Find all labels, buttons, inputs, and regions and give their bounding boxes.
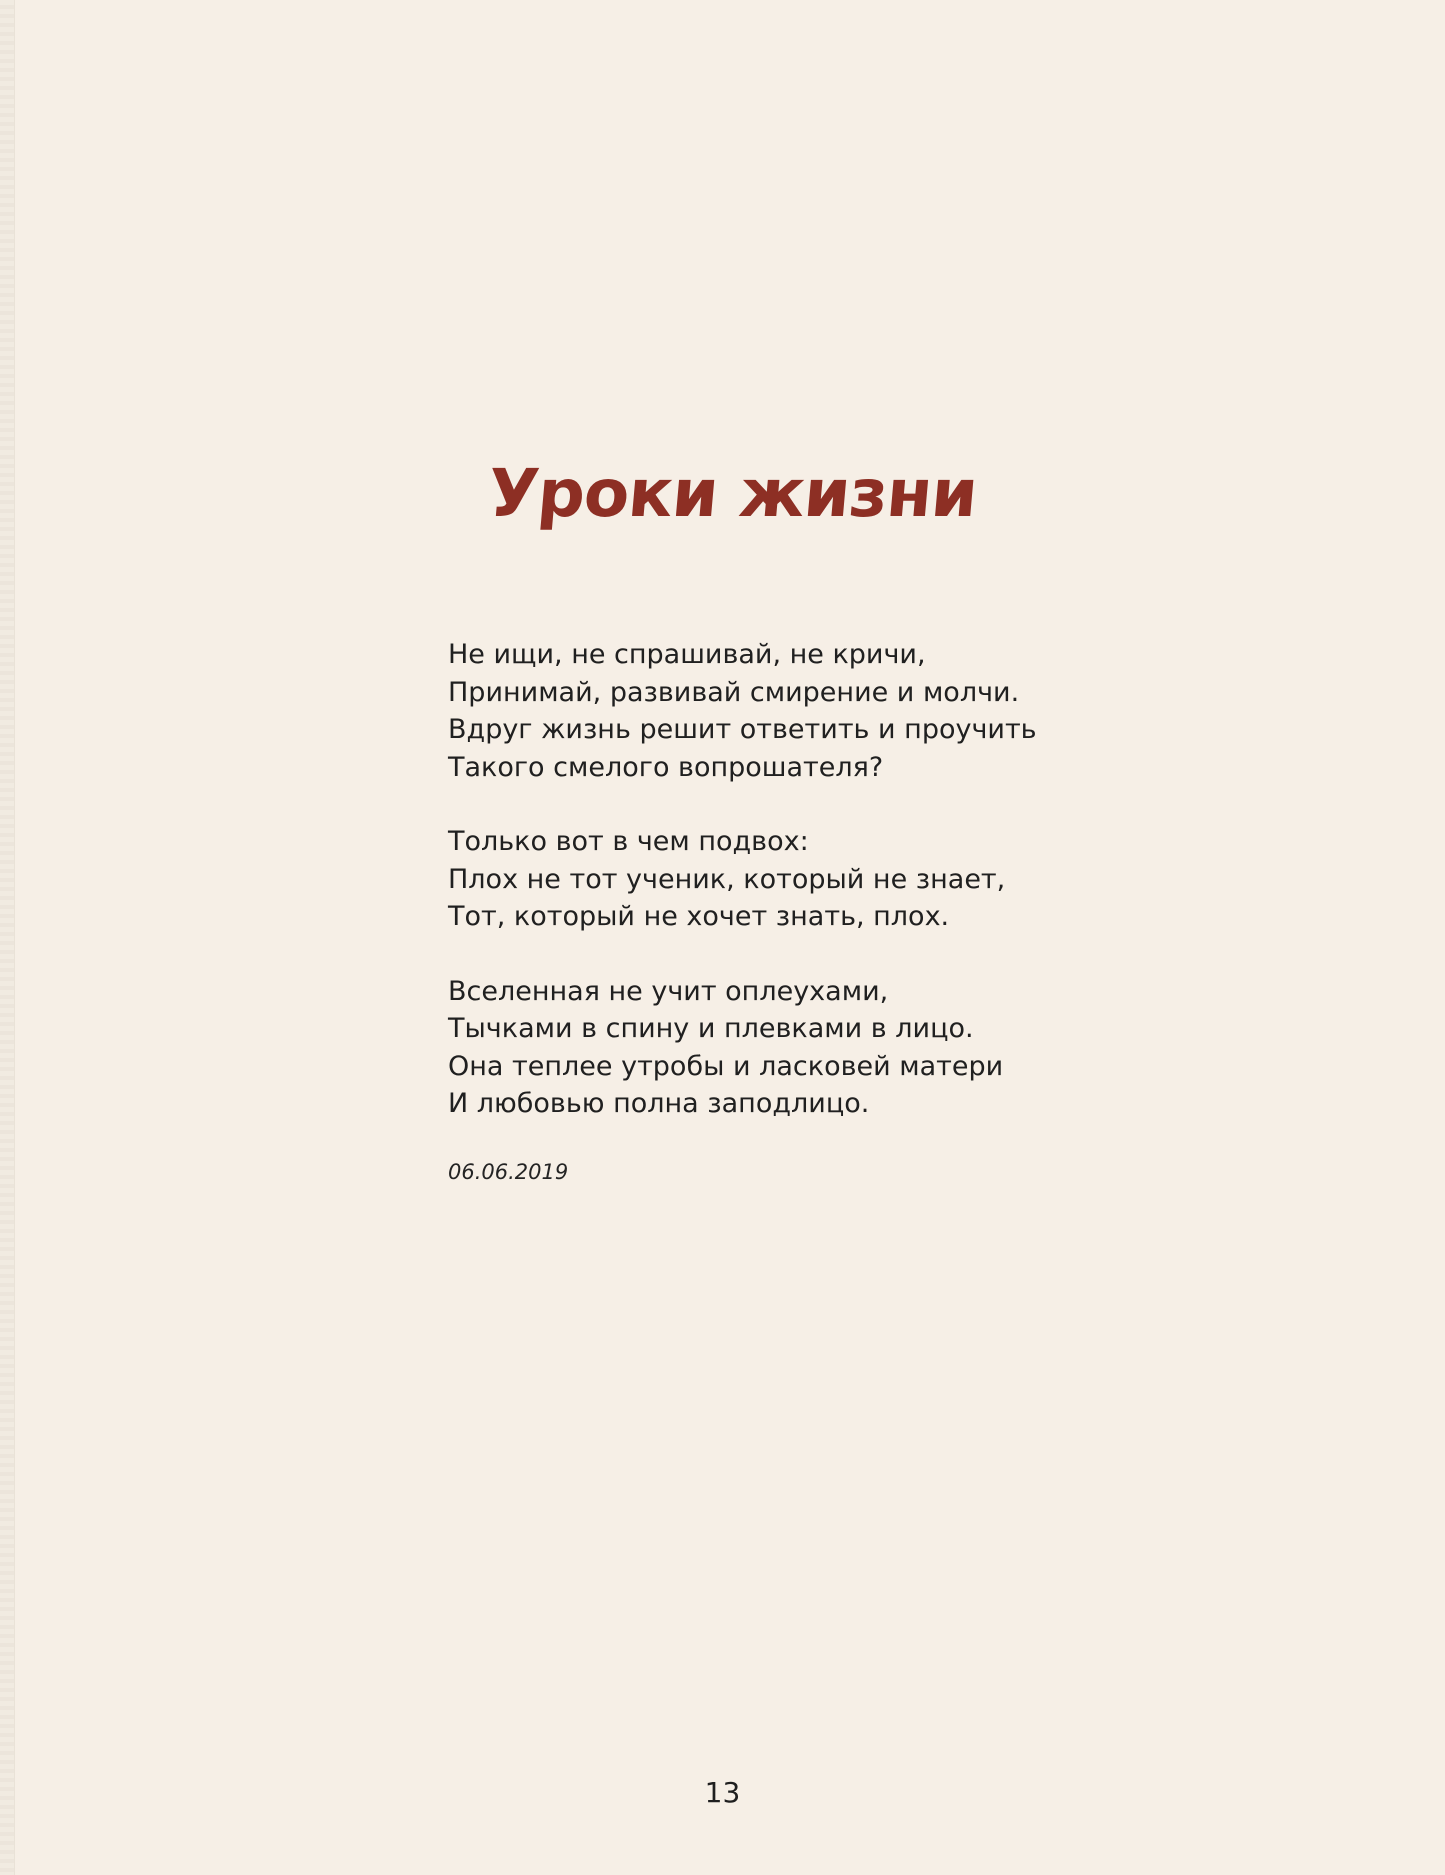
poem-line: Вселенная не учит оплеухами, [448, 975, 889, 1007]
poem-title: Уроки жизни [484, 455, 981, 532]
poem-line: Принимай, развивай смирение и молчи. [448, 676, 1020, 708]
poem-line: Она теплее утробы и ласковей матери [448, 1050, 1004, 1082]
poem-date: 06.06.2019 [448, 1160, 569, 1184]
page-number: 13 [704, 1776, 741, 1809]
poem-line: Не ищи, не спрашивай, не кричи, [448, 639, 926, 670]
stanza-2 [448, 823, 1068, 936]
poem-line: Такого смелого вопрошателя? [448, 751, 884, 783]
poem-line: Только вот в чем подвох: [448, 826, 809, 857]
stanza-3 [448, 973, 1068, 1123]
poem-line: Плох не тот ученик, который не знает, [448, 863, 1006, 895]
poem-line: Тот, который не хочет знать, плох. [448, 901, 950, 932]
poem-line: Тычками в спину и плевками в лицо. [448, 1013, 974, 1044]
poem-line: И любовью полна заподлицо. [448, 1088, 870, 1119]
stanza-1 [448, 636, 1068, 786]
poem-body [448, 636, 1068, 1160]
poem-line: Вдруг жизнь решит ответить и проучить [448, 714, 1037, 745]
